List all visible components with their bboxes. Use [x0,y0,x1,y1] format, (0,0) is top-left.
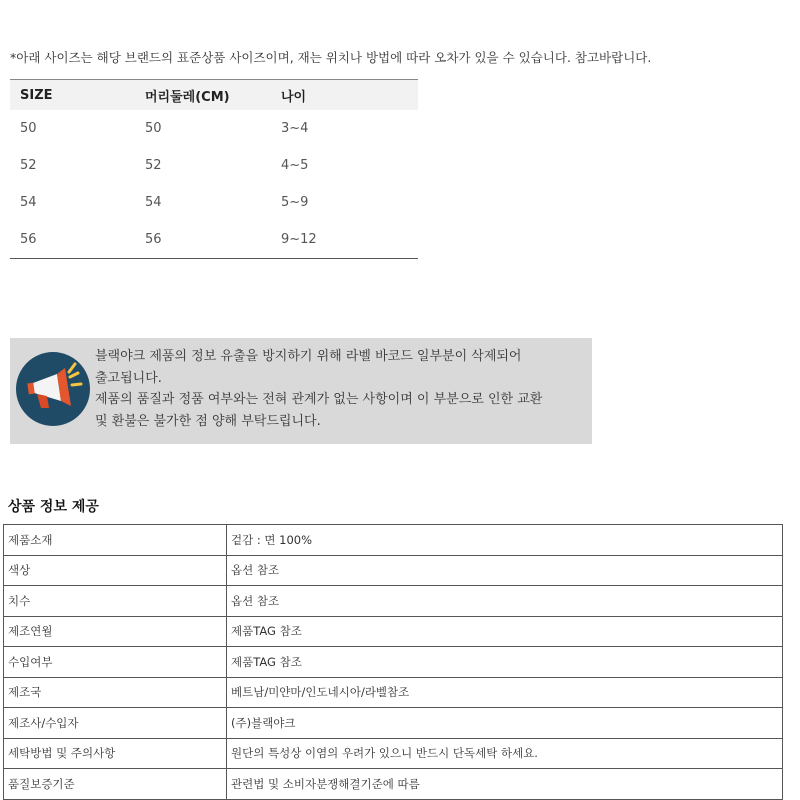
cell-age: 9~12 [281,221,418,259]
notice-line: 제품의 품질과 정품 여부와는 전혀 관계가 없는 사항이며 이 부분으로 인한 교환 [95,392,543,407]
cell-head-circumference: 50 [145,121,162,136]
table-row [4,677,783,708]
info-value: 제품TAG 참조 [227,616,783,647]
info-value: 옵션 참조 [227,555,783,586]
notice-line: 및 환불은 불가한 점 양해 부탁드립니다. [95,413,321,429]
cell-size: 50 [20,121,37,136]
header-head-circumference: 머리둘레(CM) [145,89,230,105]
product-info-table [3,524,783,800]
info-label: 제조연월 [4,616,227,647]
cell-age: 5~9 [281,195,309,210]
info-value: 옵션 참조 [227,586,783,617]
table-row [4,555,783,586]
cell-head-circumference: 56 [145,221,281,259]
info-label: 치수 [4,586,227,617]
cell-head-circumference: 52 [145,158,162,173]
table-row [10,221,418,259]
table-row [10,147,418,184]
barcode-notice [10,338,592,444]
table-row [4,616,783,647]
info-label: 제조사/수입자 [4,708,227,739]
cell-size: 54 [20,195,37,210]
table-row [4,738,783,769]
info-label: 품질보증기준 [4,769,227,800]
size-note: *아래 사이즈는 해당 브랜드의 표준상품 사이즈이며, 재는 위치나 방법에 따라 오차가 있을 수 있습니다. 참고바랍니다. [10,50,652,65]
cell-age: 4~5 [281,158,309,173]
info-label: 세탁방법 및 주의사항 [4,738,227,769]
table-row [4,769,783,800]
notice-line: 출고됩니다. [95,370,162,386]
info-label: 제품소재 [4,525,227,556]
info-label: 수입여부 [4,647,227,678]
header-age: 나이 [281,89,307,105]
cell-size: 56 [10,221,145,259]
product-info-title: 상품 정보 제공 [8,499,99,515]
megaphone-icon [13,346,99,432]
info-value: 베트남/미얀마/인도네시아/라벨참조 [227,677,783,708]
table-row [4,586,783,617]
info-value: 제품TAG 참조 [227,647,783,678]
table-row [10,184,418,221]
table-row [10,110,418,147]
size-table [10,79,418,259]
info-value: 관련법 및 소비자분쟁해결기준에 따름 [227,769,783,800]
header-size: SIZE [20,87,53,103]
size-table-header [10,80,418,111]
table-row [4,525,783,556]
info-value: 겉감 : 면 100% [227,525,783,556]
info-label: 제조국 [4,677,227,708]
table-row [4,708,783,739]
cell-age: 3~4 [281,121,309,136]
cell-head-circumference: 54 [145,195,162,210]
info-label: 색상 [4,555,227,586]
table-row [4,647,783,678]
cell-size: 52 [20,158,37,173]
info-value: 원단의 특성상 이염의 우려가 있으니 반드시 단독세탁 하세요. [227,738,783,769]
notice-text [95,346,542,432]
notice-line: 블랙야크 제품의 정보 유출을 방지하기 위해 라벨 바코드 일부분이 삭제되어 [95,349,522,364]
info-value: (주)블랙야크 [227,708,783,739]
